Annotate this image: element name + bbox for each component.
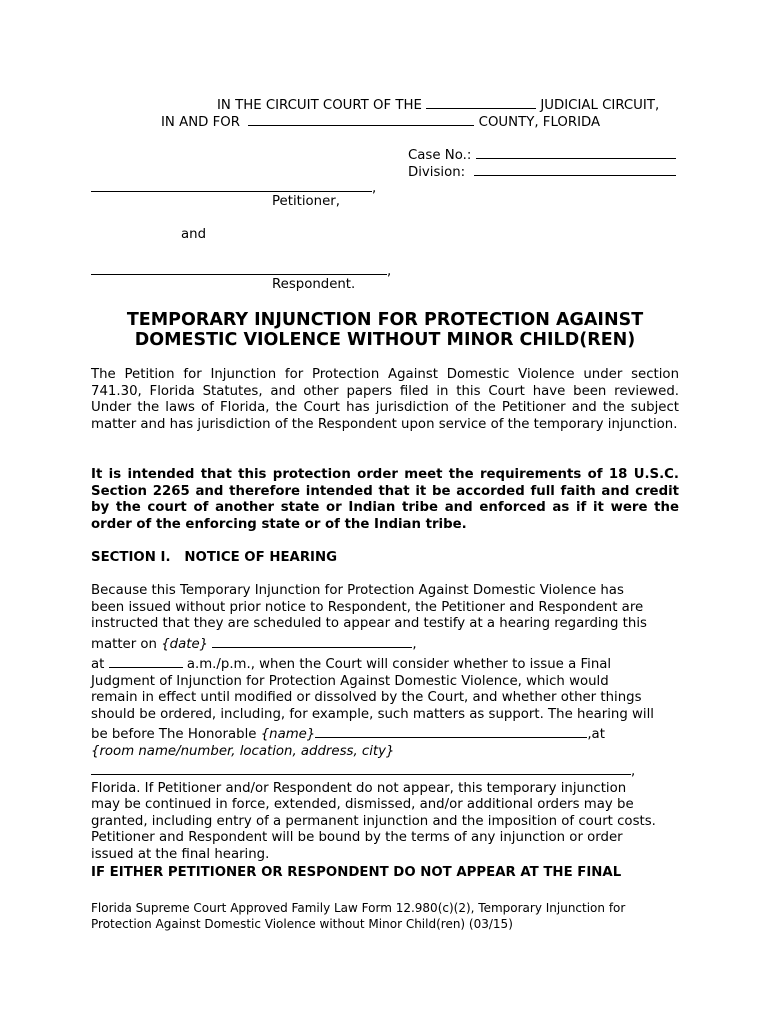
form-footer [91, 901, 691, 932]
notice-line-location [91, 744, 671, 761]
court-caption-line2 [161, 111, 600, 131]
notice-line: been issued without prior notice to Respondent, the Petitioner and Respondent are [91, 599, 644, 615]
notice-line: Petitioner and Respondent will be bound by the terms of any injunction or order [91, 830, 623, 845]
document-title [91, 310, 679, 350]
notice-of-hearing-body [91, 583, 671, 863]
and-label: and [181, 227, 207, 242]
notice-line-time: at a.m./p.m., when the Court will consider whether to issue a Final [91, 653, 671, 674]
county-blank[interactable] [248, 111, 474, 126]
division-label: Division: [408, 165, 466, 180]
notice-line: granted, including entry of a permanent injunction and the imposition of court costs. [91, 813, 656, 829]
notice-line: issued at the final hearing. [91, 846, 270, 862]
intro-paragraph: The Petition for Injunction for Protection Against Domestic Violence under section 741.30, Florida Statutes, and other papers filed in this Court have been reviewed. Under the laws of Florida, the Court has jurisdiction of the Petitioner and the subject matter and has jurisdiction of the Respondent upon service of the temporary injunction. [91, 367, 679, 432]
petitioner-name-blank[interactable] [91, 177, 372, 192]
respondent-label: Respondent. [272, 277, 356, 292]
court-caption-suffix: JUDICIAL CIRCUIT, [540, 98, 660, 113]
notice-line: should be ordered, including, for example, such matters as support. The hearing will [91, 706, 654, 722]
county-prefix: IN AND FOR [161, 115, 240, 130]
case-number-label: Case No.: [408, 148, 472, 163]
notice-line: remain in effect until modified or dissolved by the Court, and whether other things [91, 690, 642, 705]
court-caption-prefix: IN THE CIRCUIT COURT OF THE [217, 98, 422, 113]
title-line1: TEMPORARY INJUNCTION FOR PROTECTION AGAINST [126, 310, 644, 330]
notice-line: Because this Temporary Injunction for Protection Against Domestic Violence has [91, 583, 624, 598]
respondent-name-line: , [91, 260, 391, 280]
footer-line2: Protection Against Domestic Violence without Minor Child(ren) (03/15) [91, 916, 513, 931]
hearing-location-blank[interactable] [91, 760, 631, 775]
division-line [408, 161, 676, 181]
date-placeholder: {date} [161, 636, 209, 652]
hearing-date-blank[interactable] [212, 633, 412, 648]
case-number-blank[interactable] [476, 144, 676, 159]
title-line2: DOMESTIC VIOLENCE WITHOUT MINOR CHILD(REN) [134, 330, 636, 350]
judge-name-blank[interactable] [315, 723, 587, 738]
petitioner-label: Petitioner, [272, 194, 340, 209]
respondent-name-blank[interactable] [91, 260, 387, 275]
notice-line-location-blank: , [91, 760, 671, 781]
county-suffix: COUNTY, FLORIDA [478, 115, 601, 130]
circuit-blank[interactable] [426, 94, 536, 109]
notice-line: may be continued in force, extended, dismissed, and/or additional orders may be [91, 797, 634, 812]
footer-line1: Florida Supreme Court Approved Family Law Form 12.980(c)(2), Temporary Injunction for [91, 901, 626, 915]
name-placeholder: {name} [260, 727, 316, 742]
notice-line: Florida. If Petitioner and/or Respondent do not appear, this temporary injunction [91, 780, 627, 796]
final-hearing-warning-heading: IF EITHER PETITIONER OR RESPONDENT DO NOT APPEAR AT THE FINAL [91, 865, 622, 880]
notice-line-date: matter on {date} , [91, 633, 671, 654]
hearing-time-blank[interactable] [109, 653, 183, 668]
division-blank[interactable] [474, 161, 676, 176]
location-placeholder: {room name/number, location, address, city} [91, 743, 395, 759]
notice-line: instructed that they are scheduled to appear and testify at a hearing regarding this [91, 616, 647, 631]
section1-heading: SECTION I. NOTICE OF HEARING [91, 550, 338, 565]
notice-line: Judgment of Injunction for Protection Against Domestic Violence, which would [91, 673, 609, 689]
petitioner-name-line: , [91, 177, 376, 197]
notice-line-judge: be before The Honorable {name} ,at [91, 723, 671, 744]
full-faith-credit-paragraph: It is intended that this protection order meet the requirements of 18 U.S.C. Section 2265 and therefore intended that it be accorded full faith and credit by the court of another state or Indian tribe and enforced as if it were the order of the enforcing state or of the Indian tribe. [91, 467, 679, 532]
